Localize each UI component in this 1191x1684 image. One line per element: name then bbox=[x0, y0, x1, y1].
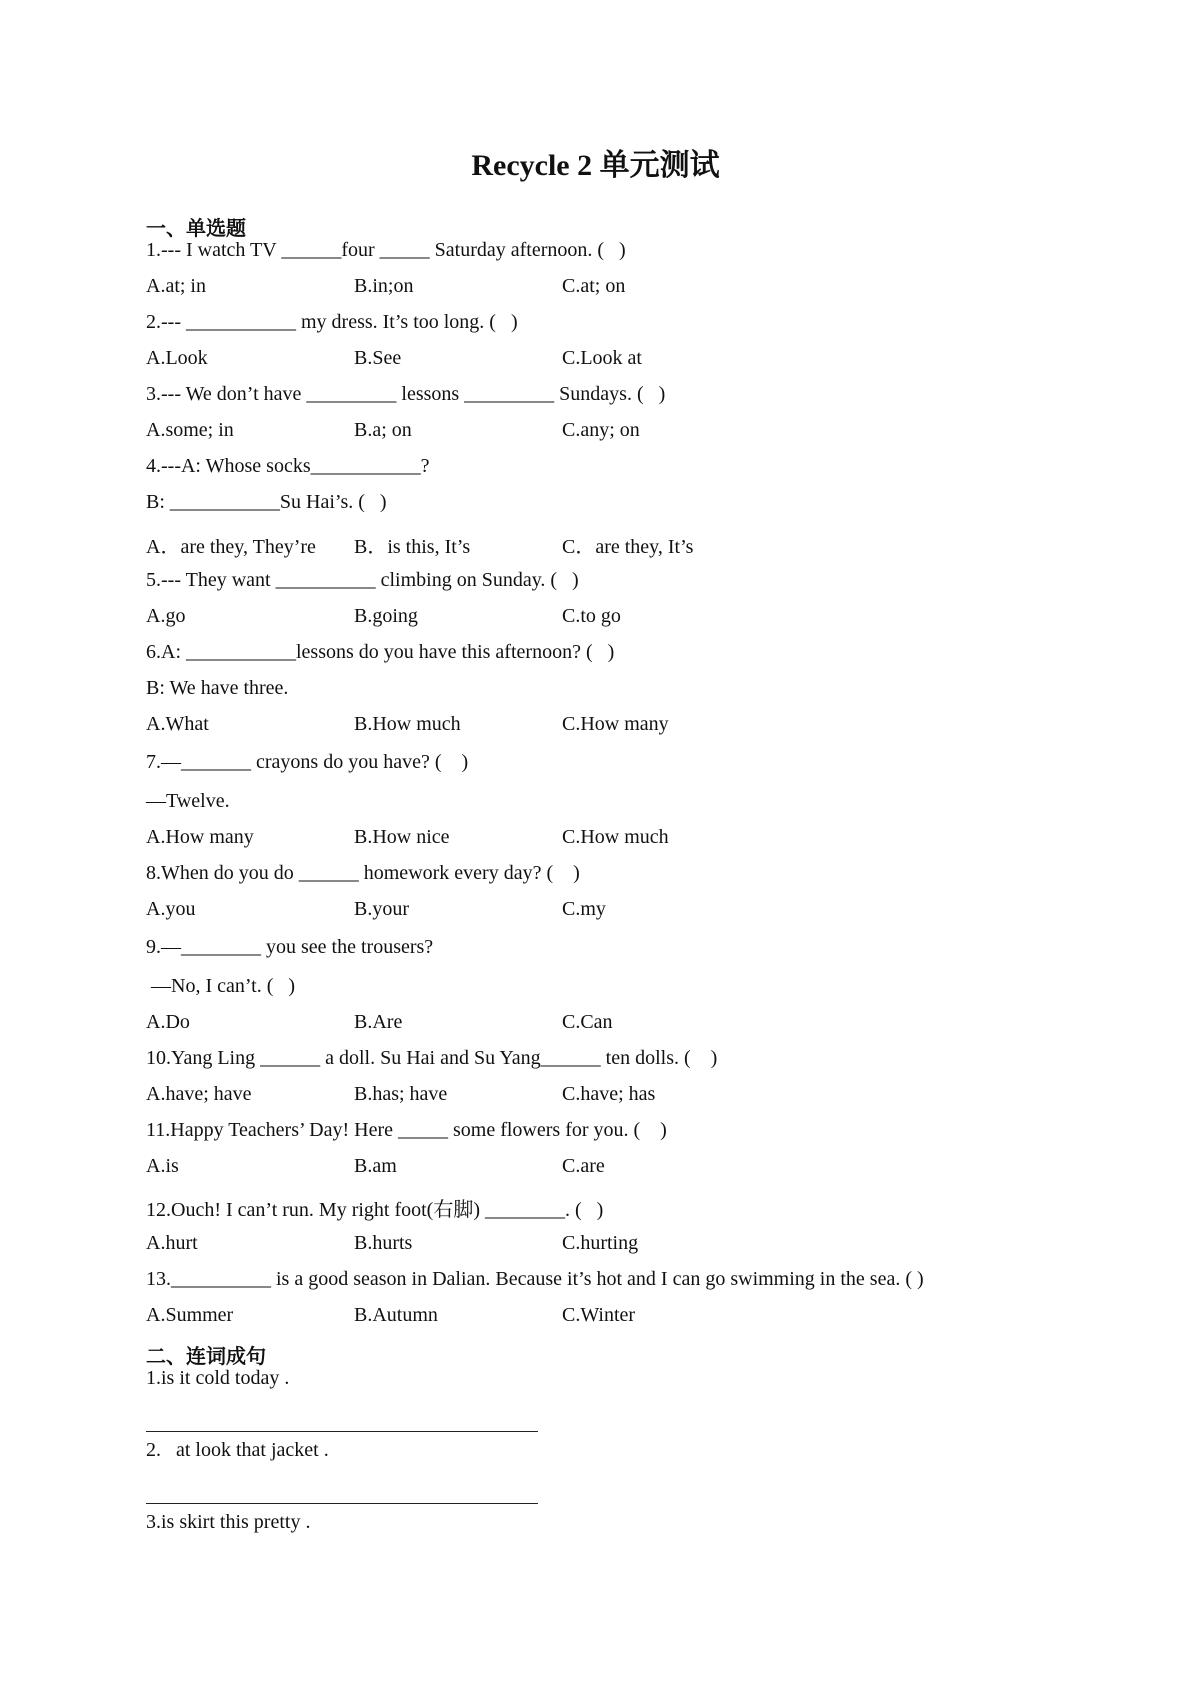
options-3 bbox=[146, 419, 1046, 445]
question-5: 5.--- They want __________ climbing on Sunday. ( ) bbox=[146, 569, 579, 591]
option-b: B.Autumn bbox=[354, 1304, 438, 1326]
options-4 bbox=[146, 530, 1046, 556]
option-a: A.How many bbox=[146, 826, 254, 848]
option-b: B.your bbox=[354, 898, 409, 920]
option-b: B.has; have bbox=[354, 1083, 448, 1105]
option-b: B.am bbox=[354, 1155, 397, 1177]
option-a: A.Do bbox=[146, 1011, 190, 1033]
option-a: A.have; have bbox=[146, 1083, 252, 1105]
question-9: 9.—________ you see the trousers? bbox=[146, 936, 434, 958]
sentence-item-2: 2. at look that jacket . bbox=[146, 1439, 329, 1461]
option-b: B.in;on bbox=[354, 275, 414, 297]
option-a: A.go bbox=[146, 605, 186, 627]
options-8 bbox=[146, 898, 1046, 924]
option-a: A.Look bbox=[146, 347, 208, 369]
option-b: B.How much bbox=[354, 713, 461, 735]
option-c: C.How much bbox=[562, 826, 669, 848]
options-2 bbox=[146, 347, 1046, 373]
option-c: C.Look at bbox=[562, 347, 642, 369]
options-12 bbox=[146, 1232, 1046, 1258]
question-10: 10.Yang Ling ______ a doll. Su Hai and Su Yang______ ten dolls. ( ) bbox=[146, 1047, 718, 1069]
option-b: B.Are bbox=[354, 1011, 403, 1033]
option-b: B.hurts bbox=[354, 1232, 413, 1254]
options-7 bbox=[146, 826, 1046, 852]
option-a: A.Summer bbox=[146, 1304, 234, 1326]
question-12: 12.Ouch! I can’t run. My right foot(右脚) ________. ( ) bbox=[146, 1199, 604, 1221]
option-c: C．are they, It’s bbox=[562, 536, 694, 558]
option-b: B.a; on bbox=[354, 419, 412, 441]
option-b: B.How nice bbox=[354, 826, 450, 848]
sentence-item-3: 3.is skirt this pretty . bbox=[146, 1511, 311, 1533]
option-c: C.are bbox=[562, 1155, 605, 1177]
options-1 bbox=[146, 275, 1046, 301]
option-c: C.Can bbox=[562, 1011, 613, 1033]
option-c: C.Winter bbox=[562, 1304, 636, 1326]
option-c: C.at; on bbox=[562, 275, 626, 297]
option-c: C.my bbox=[562, 898, 606, 920]
question-3: 3.--- We don’t have _________ lessons _________ Sundays. ( ) bbox=[146, 383, 666, 405]
option-a: A.at; in bbox=[146, 275, 206, 297]
option-c: C.any; on bbox=[562, 419, 640, 441]
option-a: A.you bbox=[146, 898, 196, 920]
question-7: 7.—_______ crayons do you have? ( ) bbox=[146, 751, 469, 773]
sentence-item-1: 1.is it cold today . bbox=[146, 1367, 290, 1389]
section-heading-word-order: 二、连词成句 bbox=[146, 1346, 266, 1368]
question-13: 13.__________ is a good season in Dalian. Because it’s hot and I can go swimming in the sea. ( ) bbox=[146, 1268, 924, 1290]
question-7-line-2: —Twelve. bbox=[146, 790, 230, 812]
question-2: 2.--- ___________ my dress. It’s too long. ( ) bbox=[146, 311, 518, 333]
option-c: C.to go bbox=[562, 605, 621, 627]
question-11: 11.Happy Teachers’ Day! Here _____ some flowers for you. ( ) bbox=[146, 1119, 667, 1141]
options-6 bbox=[146, 713, 1046, 739]
question-8: 8.When do you do ______ homework every day? ( ) bbox=[146, 862, 580, 884]
question-4: 4.---A: Whose socks___________? bbox=[146, 455, 430, 477]
question-6: 6.A: ___________lessons do you have this afternoon? ( ) bbox=[146, 641, 615, 663]
option-a: A．are they, They’re bbox=[146, 536, 316, 558]
question-4-line-2: B: ___________Su Hai’s. ( ) bbox=[146, 491, 387, 513]
options-9 bbox=[146, 1011, 1046, 1037]
question-1: 1.--- I watch TV ______four _____ Saturday afternoon. ( ) bbox=[146, 239, 626, 261]
options-13 bbox=[146, 1304, 1046, 1330]
option-a: A.hurt bbox=[146, 1232, 198, 1254]
option-c: C.have; has bbox=[562, 1083, 656, 1105]
option-b: B.See bbox=[354, 347, 402, 369]
option-c: C.hurting bbox=[562, 1232, 639, 1254]
options-10 bbox=[146, 1083, 1046, 1109]
option-b: B．is this, It’s bbox=[354, 536, 471, 558]
option-a: A.some; in bbox=[146, 419, 234, 441]
option-a: A.is bbox=[146, 1155, 179, 1177]
question-6-line-2: B: We have three. bbox=[146, 677, 289, 699]
answer-line-1[interactable] bbox=[146, 1431, 538, 1432]
options-5 bbox=[146, 605, 1046, 631]
section-heading-single-choice: 一、单选题 bbox=[146, 218, 246, 240]
page-title: Recycle 2 单元测试 bbox=[471, 149, 720, 182]
answer-line-2[interactable] bbox=[146, 1503, 538, 1504]
option-c: C.How many bbox=[562, 713, 669, 735]
option-a: A.What bbox=[146, 713, 209, 735]
question-9-line-2: —No, I can’t. ( ) bbox=[146, 975, 296, 997]
options-11 bbox=[146, 1155, 1046, 1181]
option-b: B.going bbox=[354, 605, 418, 627]
